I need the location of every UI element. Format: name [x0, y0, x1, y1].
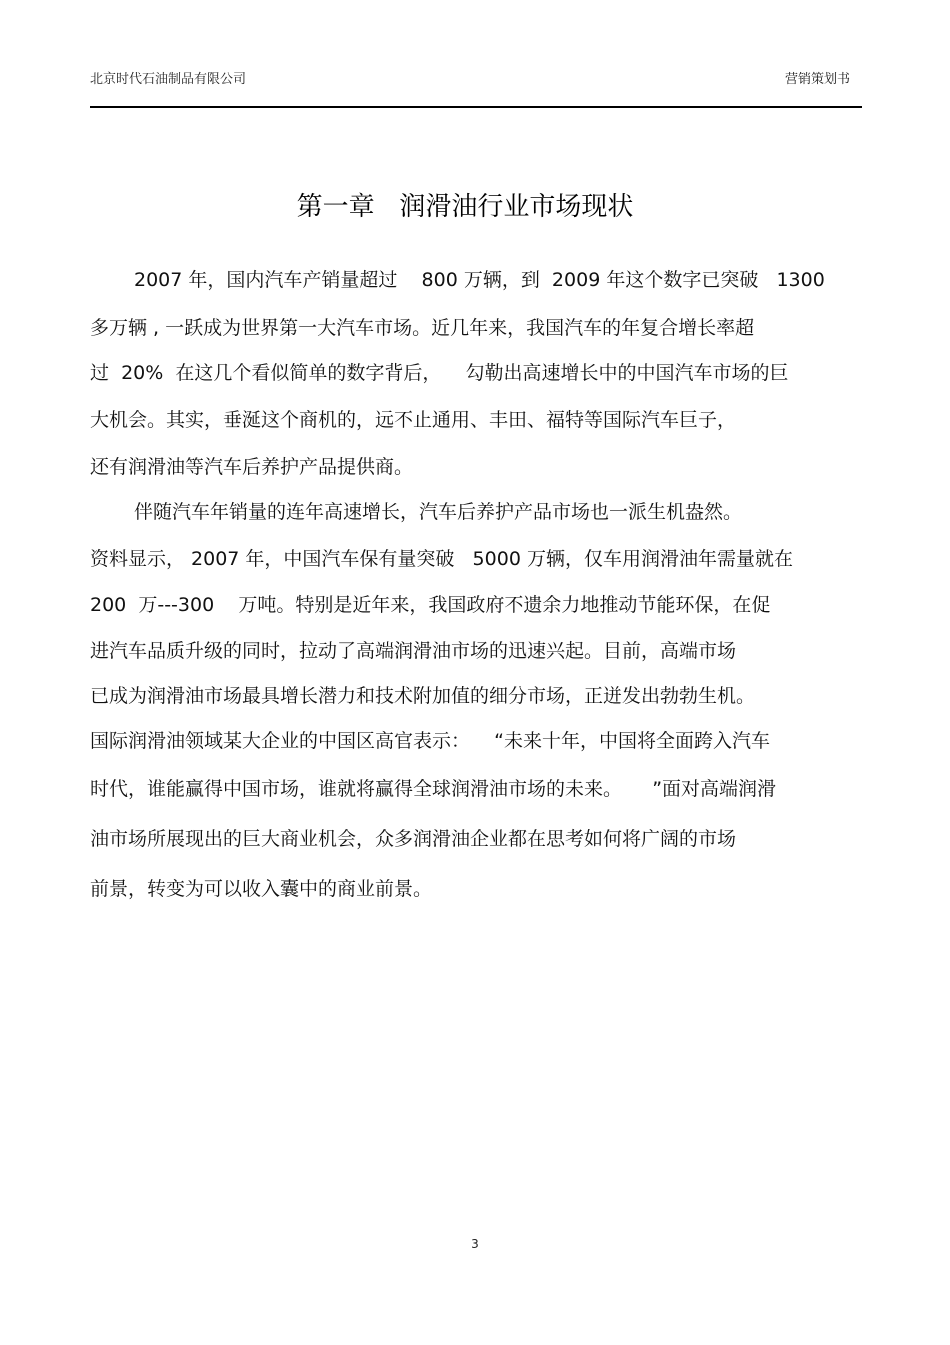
paragraph-line: 2007 年，国内汽车产销量超过 800 万辆，到 2009 年这个数字已突破 1300 — [134, 269, 825, 291]
paragraph-line: 大机会。其实，垂涎这个商机的，远不止通用、丰田、福特等国际汽车巨子， — [90, 409, 737, 431]
paragraph-line: 进汽车品质升级的同时，拉动了高端润滑油市场的迅速兴起。目前，高端市场 — [90, 640, 737, 662]
page-number: 3 — [471, 1237, 479, 1251]
paragraph-line: 时代，谁能赢得中国市场，谁就将赢得全球润滑油市场的未来。 ”面对高端润滑 — [90, 778, 777, 800]
paragraph-line: 已成为润滑油市场最具增长潜力和技术附加值的细分市场，正迸发出勃勃生机。 — [90, 685, 756, 707]
paragraph-line: 资料显示， 2007 年，中国汽车保有量突破 5000 万辆，仅车用润滑油年需量就在 — [90, 548, 793, 570]
header-document-type: 营销策划书 — [784, 72, 850, 87]
paragraph-line: 还有润滑油等汽车后养护产品提供商。 — [90, 456, 414, 478]
paragraph-line: 油市场所展现出的巨大商业机会，众多润滑油企业都在思考如何将广阔的市场 — [90, 828, 737, 850]
chapter-title: 第一章 润滑油行业市场现状 — [296, 192, 634, 222]
header-divider — [90, 106, 862, 108]
paragraph-line: 前景，转变为可以收入囊中的商业前景。 — [90, 878, 433, 900]
paragraph-line: 伴随汽车年销量的连年高速增长，汽车后养护产品市场也一派生机盎然。 — [134, 501, 743, 523]
header-company-name: 北京时代石油制品有限公司 — [90, 72, 247, 87]
paragraph-line: 200 万---300 万吨。特别是近年来，我国政府不遗余力地推动节能环保，在促 — [90, 594, 771, 616]
paragraph-line: 国际润滑油领域某大企业的中国区高官表示： “未来十年，中国将全面跨入汽车 — [90, 730, 771, 752]
paragraph-line: 过 20% 在这几个看似简单的数字背后， 勾勒出高速增长中的中国汽车市场的巨 — [90, 362, 789, 384]
paragraph-line: 多万辆 , 一跃成为世界第一大汽车市场。近几年来，我国汽车的年复合增长率超 — [90, 317, 755, 339]
